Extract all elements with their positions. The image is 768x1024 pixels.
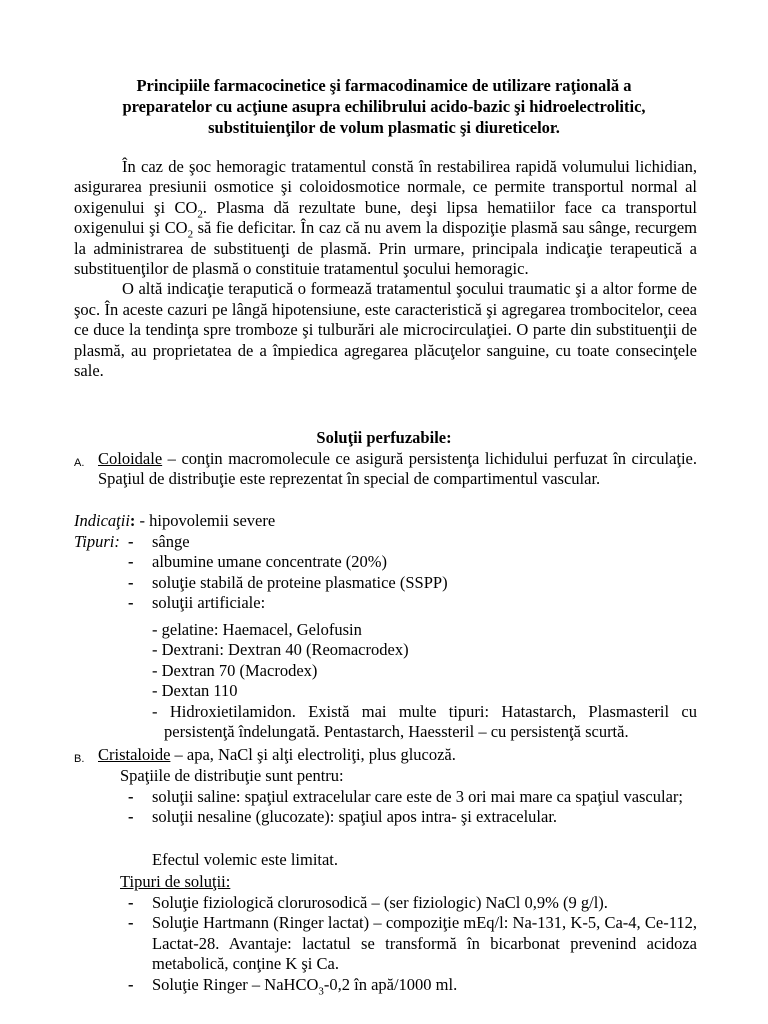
item-letter-a: A. [74,457,85,469]
tipuri-solutii-label [120,872,697,892]
indicatii-label: Indicaţii [74,511,130,530]
spatiile-line: Spaţiile de distribuţie sunt pentru: [120,766,344,785]
intro-paragraph-1 [74,157,697,279]
intro-p1-part-b: . Plasma dă rezultate bune, deşi lipsa hematiilor face ca transportul oxigenului şi CO [74,197,697,238]
title-line-3: substituienţilor de volum plasmatic şi diureticelor. [208,118,560,137]
efectul-line: Efectul volemic este limitat. [152,850,339,869]
tipuri-list [128,532,697,614]
dash-bullet: - [128,807,134,827]
list-item-text: Soluţie Hartmann (Ringer lactat) – compoziţie mEq/l: Na-131, K-5, Ca-4, Ce-112, Lactat-28. Avantaje: lactatul se transformă în bicarbonat prevenind acidoza metabolică, conţine K şi Ca. [152,913,697,974]
dash-bullet: - [128,572,134,592]
dash-bullet: - [128,974,134,994]
dash-bullet: - [128,893,134,912]
tipuri-label-text: Tipuri: [74,532,120,551]
list-item-text: soluţie stabilă de proteine plasmatice (SSPP) [152,572,448,592]
list-item-text: albumine umane concentrate (20%) [152,552,388,572]
nahco3-subscript: 3 [318,984,324,997]
sublist-item: - Hidroxietilamidon. Există mai multe tipuri: Hatastarch, Plasmasteril cu persistenţă îndelungată. Pentastarch, Haessteril – cu persistenţă scurtă. [152,701,697,741]
list-item [128,787,697,807]
list-item-text: soluţii nesaline (glucozate): spaţiul apos intra- şi extracelular. [152,807,558,827]
co2-subscript: 2 [187,228,194,241]
intro-p1-part-c: să fie deficitar. În caz că nu avem la dispoziţie plasmă sau sânge, recurgem la administrarea de substituenţi de plasmă. Prin urmare, principala indicaţie terapeutică a substituenţilor de plasmă o constituie tratamentul şocului hemoragic. [74,218,697,279]
co2-subscript: 2 [197,208,203,221]
dash-bullet: - [128,532,134,551]
list-item-text: soluţii saline: spaţiul extracelular care este de 3 ori mai mare ca spaţiul vascular; [152,787,683,806]
tipuri-solutii-text: Tipuri de soluţii: [120,872,231,891]
list-item [128,552,697,572]
dash-bullet: - [128,787,134,806]
list-item-text: soluţii artificiale: [152,593,266,613]
section-title: Soluţii perfuzabile: [316,428,452,447]
spatii-list [128,787,697,828]
cristaloide-item [74,745,697,765]
list-item [128,532,697,552]
ringer-text-b: -0,2 în apă/1000 ml. [323,974,458,994]
coloidale-term: Coloidale [98,449,163,468]
artificiale-sublist [152,620,697,742]
cristaloide-description [98,745,697,765]
list-item [128,573,697,593]
list-item [128,893,697,913]
dash-bullet: - [128,913,134,933]
document-title [72,75,696,138]
list-item-text: Soluţie fiziologică clorurosodică – (ser fiziologic) NaCl 0,9% (9 g/l). [152,893,608,912]
coloidale-text: – conţin macromolecule ce asigură persistenţa lichidului perfuzat în circulaţie. Spaţiul de distribuţie este reprezentat în special de compartimentul vascular. [98,449,697,489]
cristaloide-term: Cristaloide [98,745,171,764]
list-item [128,807,697,827]
cristaloide-text: – apa, NaCl şi alţi electroliţi, plus glucoză. [170,745,456,764]
indicatii-colon: : [129,511,136,530]
indicatii-line [74,511,697,531]
coloidale-description [98,449,697,490]
intro-p1-part-a: În caz de şoc hemoragic tratamentul constă în restabilirea rapidă volumului lichidian, asigurarea presiunii osmotice şi coloidosmotice normale, ce permite transportul normal al oxigenului şi CO [74,157,697,217]
intro-section [74,157,697,381]
intro-paragraph-2: O altă indicaţie teraputică o formează tratamentul şocului traumatic şi a altor forme de şoc. În aceste cazuri pe lângă hipotensiune, este caracteristică şi agregarea trombocitelor, ceea ce duce la tendinţa spre tromboze şi tulburări ale microcirculaţiei. O parte din substituenţii de plasmă, au proprietatea de a împiedica agregarea plăcuţelor sanguine, cu toate consecinţele sale. [74,279,697,381]
list-item-text: sânge [152,532,190,551]
list-item [128,593,697,613]
ringer-text-a: Soluţie Ringer – NaHCO [152,974,319,994]
list-item [128,975,697,995]
dash-bullet: - [128,552,134,572]
sublist-item: - gelatine: Haemacel, Gelofusin [152,620,362,639]
list-item [128,913,697,974]
solutii-list [128,893,697,995]
dash-bullet: - [128,593,134,613]
sublist-item: - Dextan 110 [152,681,238,701]
title-line-1: Principiile farmacocinetice şi farmacodinamice de utilizare raţională a [136,76,632,95]
item-letter-b: B. [74,753,85,765]
sublist-item: - Dextrani: Dextran 40 (Reomacrodex) [152,640,409,660]
sublist-item: - Dextran 70 (Macrodex) [152,660,318,680]
coloidale-item [74,449,697,490]
indicatii-text: - hipovolemii severe [135,511,276,530]
title-line-2: preparatelor cu acţiune asupra echilibrului acido-bazic şi hidroelectrolitic, [122,97,646,116]
